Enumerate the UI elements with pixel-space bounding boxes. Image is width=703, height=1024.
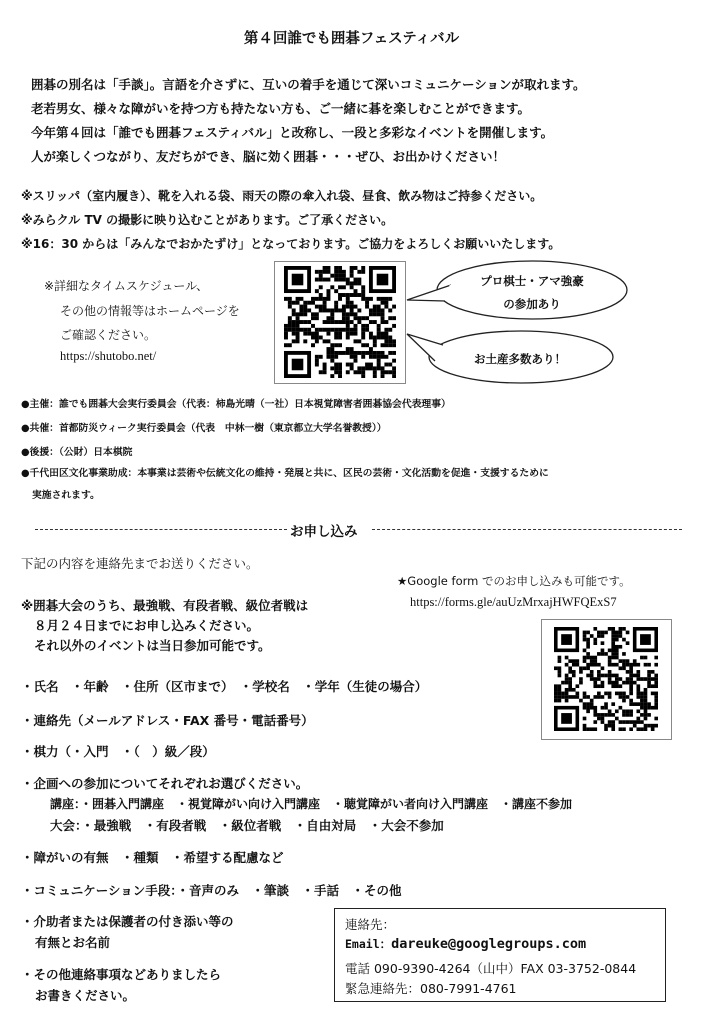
organizer-line: ●主催：誰でも囲碁大会実行委員会（代表：柿島光晴（一社）日本視覚障害者囲碁協会代表理事） (21, 399, 451, 410)
deadline-line-2 (34, 616, 259, 634)
deadline-line: ※囲碁大会のうち、最強戦、有段者戦、級位者戦は (21, 598, 309, 613)
form-item-name: ・氏名 ・年齢 ・住所（区市まで） ・学校名 ・学年（生徒の場合） (21, 679, 428, 694)
form-item-contact: ・連絡先（メールアドレス・FAX 番号・電話番号） (21, 713, 314, 728)
organizer-line: ●後援：（公財）日本棋院 (21, 447, 133, 458)
divider-left (35, 529, 287, 530)
google-form-qr-code (541, 619, 672, 740)
contact-phone: 電話 090-9390-4264（山中）FAX 03-3752-0844 (345, 961, 637, 976)
note-line: ※16：30 からは「みんなでおかたずけ」となっております。ご協力をよろしくお願いいたします。 (21, 237, 561, 251)
divider-right (372, 529, 682, 530)
intro-line: 囲碁の別名は「手談」。言語を介さずに、互いの着手を通じて深いコミュニケーションが取れます。 (31, 77, 586, 92)
contact-email-row (345, 936, 586, 952)
application-heading: お申し込み (290, 524, 358, 540)
note-line: ※スリッパ（室内履き）、靴を入れる袋、雨天の際の傘入れ袋、昼食、飲み物はご持参ください。 (21, 189, 543, 203)
intro-line: 人が楽しくつながり、友だちができ、脳に効く囲碁・・・ぜひ、お出かけください！ (31, 149, 506, 164)
application-lead: 下記の内容を連絡先までお送りください。 (21, 556, 259, 571)
homepage-link[interactable]: https://shutobo.net/ (60, 349, 157, 363)
form-item-events: ・企画への参加についてそれぞれお選びください。 (21, 776, 309, 791)
form-item-tournament: 大会：・最強戦 ・有段者戦 ・級位者戦 ・自由対局 ・大会不参加 (50, 818, 444, 833)
bubble-text-pro-players: プロ棋士・アマ強豪 (480, 274, 584, 288)
page-title: 第４回誰でも囲碁フェスティバル (243, 31, 460, 47)
form-item-strength: ・棋力（・入門 ・（ ）級／段） (21, 744, 215, 759)
form-item-other: ・その他連絡事項などありましたら (21, 967, 222, 982)
deadline-line: それ以外のイベントは当日参加可能です。 (34, 638, 271, 653)
form-item-caregiver: ・介助者または保護者の付き添い等の (21, 914, 234, 929)
form-item-other-2: お書きください。 (35, 988, 136, 1003)
schedule-line: ご確認ください。 (60, 328, 157, 342)
email-label: Email： (345, 937, 392, 951)
contact-box (334, 908, 666, 1002)
google-form-link[interactable]: https://forms.gle/auUzMrxajHWFQExS7 (410, 595, 617, 609)
contact-emergency: 緊急連絡先：080-7991-4761 (345, 981, 517, 996)
google-form-note: ★Google form でのお申し込みも可能です。 (397, 574, 631, 588)
schedule-line: ※詳細なタイムスケジュール、 (44, 279, 209, 293)
intro-line: 老若男女、様々な障がいを持つ方も持たない方も、ご一緒に碁を楽しむことができます。 (31, 101, 531, 116)
form-item-communication: ・コミュニケーション手段：・音声のみ ・筆談 ・手話 ・その他 (21, 883, 402, 898)
bubble-text-participation: の参加あり (503, 297, 561, 311)
schedule-line: その他の情報等はホームページを (60, 304, 240, 318)
email-address[interactable]: dareuke@googlegroups.com (391, 936, 587, 952)
form-item-caregiver-2: 有無とお名前 (35, 935, 111, 950)
form-item-disability: ・障がいの有無 ・種類 ・希望する配慮など (21, 850, 284, 865)
intro-line: 今年第４回は「誰でも囲碁フェスティバル」と改称し、一段と多彩なイベントを開催します。 (31, 125, 554, 140)
form-item-courses: 講座：・囲碁入門講座 ・視覚障がい向け入門講座 ・聴覚障がい者向け入門講座 ・講座不参加 (50, 797, 573, 811)
deadline-rest: にお申し込みください。 (121, 618, 260, 633)
organizer-line: 実施されます。 (32, 490, 100, 501)
note-line: ※みらクル TV の撮影に映り込むことがあります。ご了承ください。 (21, 213, 394, 227)
organizer-line: ●千代田区文化事業助成：本事業は芸術や伝統文化の維持・発展と共に、区民の芸術・文化活動を促進・支援するために (21, 468, 549, 479)
organizer-line: ●共催：首都防災ウィーク実行委員会（代表 中林一樹（東京都立大学名誉教授）） (21, 423, 387, 434)
deadline-date: ８月２４日まで (34, 618, 122, 633)
contact-label: 連絡先： (345, 917, 396, 932)
bubble-text-souvenirs: お土産多数あり！ (474, 352, 566, 366)
homepage-qr-code (274, 261, 406, 384)
